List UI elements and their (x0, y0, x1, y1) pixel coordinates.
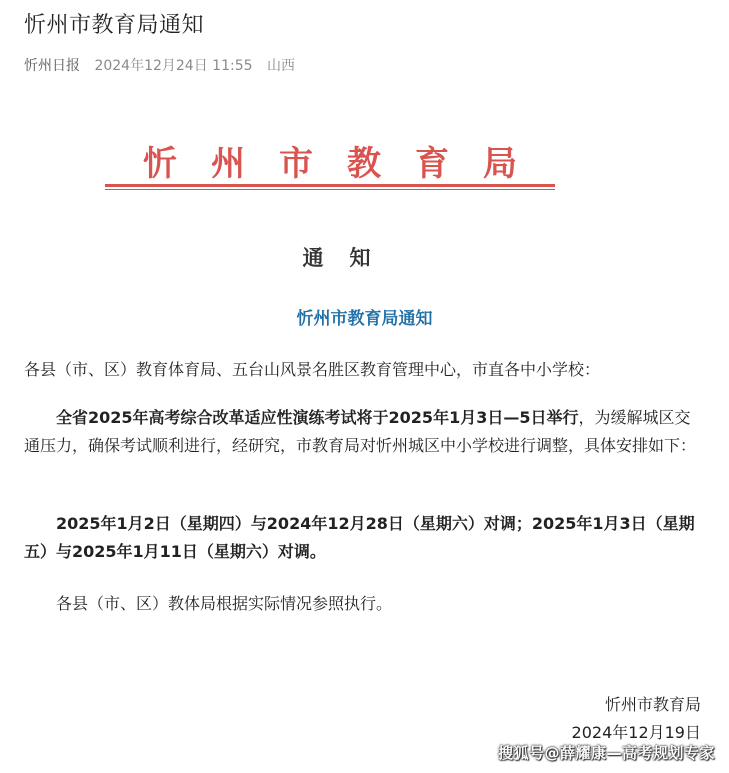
body-paragraph-exam-rest: ，为缓解城区交通压力，确保考试顺利进行，经研究，市教育局对忻州城区中小学校进行调整，具体安排如下： (24, 408, 697, 455)
signature-org: 忻州市教育局 (604, 695, 701, 714)
exam-date-highlight: 全省2025年高考综合改革适应性演练考试将于2025年1月3日—5日举行 (56, 408, 579, 427)
signature-date: 2024年12月19日 (571, 723, 701, 742)
letterhead-rule (105, 184, 555, 187)
letterhead-org: 忻州市教育局 (143, 144, 551, 184)
letterhead (105, 140, 555, 195)
article-title: 忻州市教育局通知 (24, 13, 205, 38)
article-meta (24, 56, 295, 76)
publish-time: 2024年12月24日 11:55 (94, 58, 253, 74)
source-link[interactable]: 忻州日报 (24, 58, 80, 74)
notice-subtitle: 忻州市教育局通知 (296, 309, 433, 329)
schedule-swap-paragraph: 2025年1月2日（星期四）与2024年12月28日（星期六）对调；2025年1月3日（星期五）与2025年1月11日（星期六）对调。 (24, 514, 695, 561)
watermark: 搜狐号@薛耀康—高考规划专家 (497, 744, 715, 762)
body-paragraph-exam (24, 404, 705, 460)
letterhead-rule-thin (105, 189, 555, 190)
salutation: 各县（市、区）教育体育局、五台山风景名胜区教育管理中心，市直各中小学校： (24, 360, 601, 379)
notice-heading: 通知 (302, 245, 397, 270)
reference-paragraph: 各县（市、区）教体局根据实际情况参照执行。 (56, 594, 393, 613)
region-tag: 山西 (266, 58, 295, 74)
